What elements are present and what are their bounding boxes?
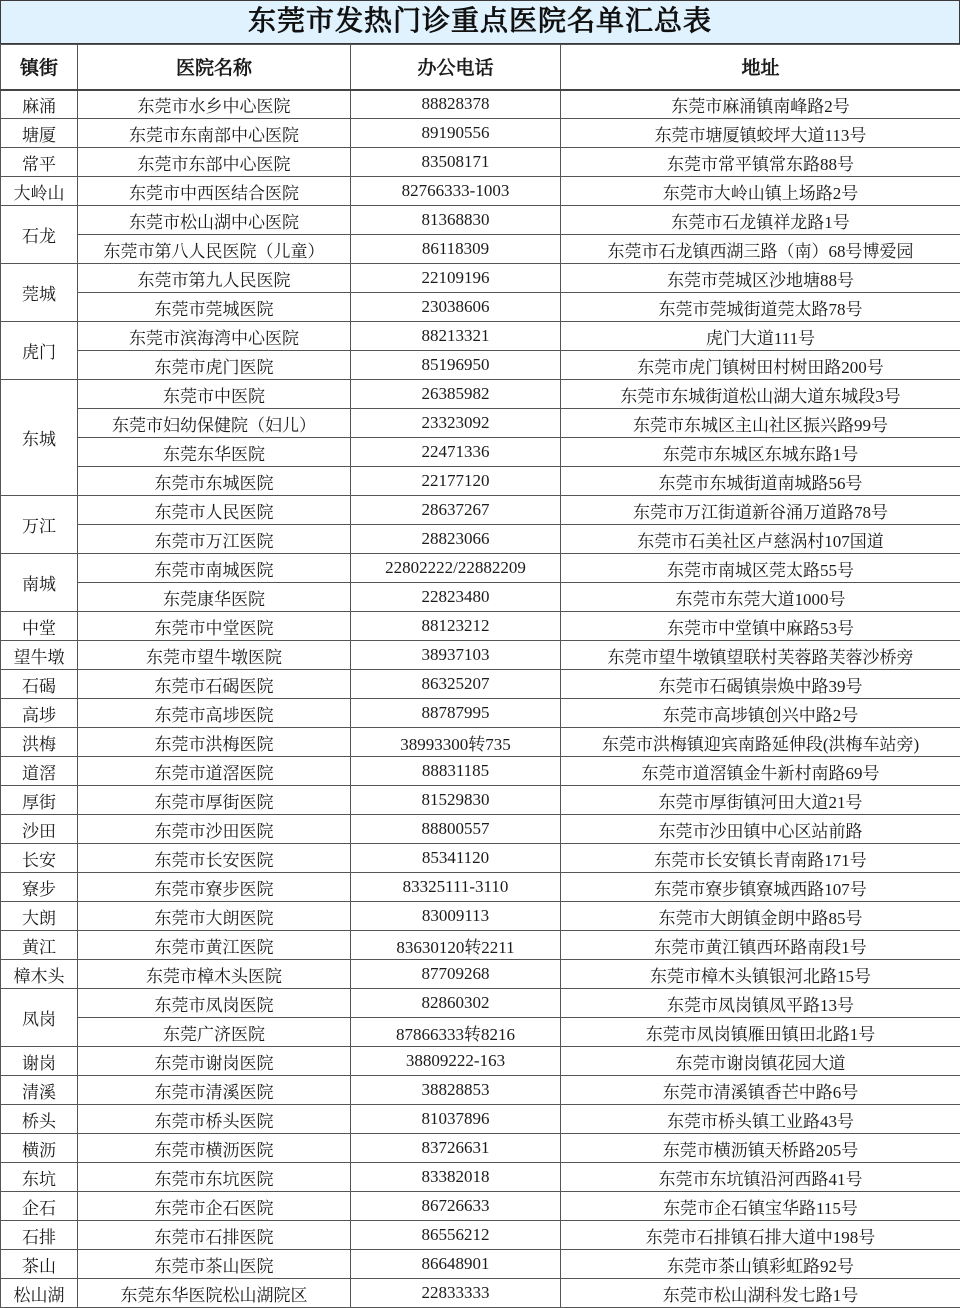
cell-town: 麻涌 — [1, 90, 78, 119]
cell-address: 东莞市莞城街道莞太路78号 — [561, 293, 960, 322]
table-row — [1, 467, 960, 496]
cell-hospital: 东莞市第九人民医院 — [78, 264, 351, 293]
cell-phone: 88800557 — [351, 815, 561, 844]
cell-hospital: 东莞市南城医院 — [78, 554, 351, 583]
cell-address: 东莞市大朗镇金朗中路85号 — [561, 902, 960, 931]
cell-town: 黄江 — [1, 931, 78, 960]
table-row — [1, 989, 960, 1018]
cell-town: 万江 — [1, 496, 78, 554]
cell-phone: 83382018 — [351, 1163, 561, 1192]
table-row — [1, 815, 960, 844]
table-header — [1, 45, 960, 90]
column-header-town: 镇街 — [1, 45, 78, 90]
cell-phone: 22177120 — [351, 467, 561, 496]
cell-hospital: 东莞市沙田医院 — [78, 815, 351, 844]
cell-town: 桥头 — [1, 1105, 78, 1134]
cell-hospital: 东莞市东城医院 — [78, 467, 351, 496]
cell-hospital: 东莞市黄江医院 — [78, 931, 351, 960]
cell-address: 东莞市塘厦镇蛟坪大道113号 — [561, 119, 960, 148]
cell-address: 东莞市望牛墩镇望联村芙蓉路芙蓉沙桥旁 — [561, 641, 960, 670]
table-row — [1, 525, 960, 554]
cell-phone: 38828853 — [351, 1076, 561, 1105]
cell-address: 东莞市石龙镇祥龙路1号 — [561, 206, 960, 235]
cell-hospital: 东莞市万江医院 — [78, 525, 351, 554]
cell-town: 石碣 — [1, 670, 78, 699]
table-row — [1, 438, 960, 467]
table-row — [1, 293, 960, 322]
table-row — [1, 612, 960, 641]
table-row — [1, 351, 960, 380]
cell-town: 中堂 — [1, 612, 78, 641]
table-row — [1, 728, 960, 757]
cell-address: 东莞市中堂镇中麻路53号 — [561, 612, 960, 641]
sheet-title-bar — [0, 0, 960, 44]
cell-address: 虎门大道111号 — [561, 322, 960, 351]
cell-phone: 83009113 — [351, 902, 561, 931]
table-row — [1, 177, 960, 206]
cell-address: 东莞市石碣镇崇焕中路39号 — [561, 670, 960, 699]
cell-phone: 88213321 — [351, 322, 561, 351]
cell-hospital: 东莞市松山湖中心医院 — [78, 206, 351, 235]
table-row — [1, 380, 960, 409]
cell-address: 东莞市茶山镇彩虹路92号 — [561, 1250, 960, 1279]
table-row — [1, 1047, 960, 1076]
cell-town: 望牛墩 — [1, 641, 78, 670]
cell-phone: 38993300转735 — [351, 728, 561, 757]
cell-address: 东莞市虎门镇树田村树田路200号 — [561, 351, 960, 380]
cell-town: 莞城 — [1, 264, 78, 322]
cell-phone: 85341120 — [351, 844, 561, 873]
cell-address: 东莞市东城区东城东路1号 — [561, 438, 960, 467]
cell-phone: 83630120转2211 — [351, 931, 561, 960]
cell-address: 东莞市凤岗镇雁田镇田北路1号 — [561, 1018, 960, 1047]
table-row — [1, 583, 960, 612]
cell-address: 东莞市东坑镇沿河西路41号 — [561, 1163, 960, 1192]
cell-hospital: 东莞市道滘医院 — [78, 757, 351, 786]
cell-phone: 86325207 — [351, 670, 561, 699]
cell-hospital: 东莞康华医院 — [78, 583, 351, 612]
page-title: 东莞市发热门诊重点医院名单汇总表 — [248, 8, 712, 36]
cell-address: 东莞市万江街道新谷涌万道路78号 — [561, 496, 960, 525]
table-row — [1, 1134, 960, 1163]
cell-phone: 82766333-1003 — [351, 177, 561, 206]
cell-phone: 82860302 — [351, 989, 561, 1018]
cell-phone: 22802222/22882209 — [351, 554, 561, 583]
cell-hospital: 东莞市石碣医院 — [78, 670, 351, 699]
cell-address: 东莞市石龙镇西湖三路（南）68号博爱园 — [561, 235, 960, 264]
cell-town: 东城 — [1, 380, 78, 496]
cell-phone: 83508171 — [351, 148, 561, 177]
cell-town: 厚街 — [1, 786, 78, 815]
cell-phone: 26385982 — [351, 380, 561, 409]
cell-hospital: 东莞市谢岗医院 — [78, 1047, 351, 1076]
cell-town: 谢岗 — [1, 1047, 78, 1076]
hospital-table — [0, 44, 960, 1308]
table-row — [1, 757, 960, 786]
cell-address: 东莞市常平镇常东路88号 — [561, 148, 960, 177]
cell-phone: 28637267 — [351, 496, 561, 525]
cell-phone: 38809222-163 — [351, 1047, 561, 1076]
cell-address: 东莞市沙田镇中心区站前路 — [561, 815, 960, 844]
table-row — [1, 1163, 960, 1192]
cell-address: 东莞市凤岗镇凤平路13号 — [561, 989, 960, 1018]
table-row — [1, 496, 960, 525]
cell-address: 东莞市大岭山镇上场路2号 — [561, 177, 960, 206]
cell-phone: 88787995 — [351, 699, 561, 728]
cell-address: 东莞市谢岗镇花园大道 — [561, 1047, 960, 1076]
cell-town: 塘厦 — [1, 119, 78, 148]
cell-address: 东莞市洪梅镇迎宾南路延伸段(洪梅车站旁) — [561, 728, 960, 757]
cell-town: 松山湖 — [1, 1279, 78, 1308]
header-row — [1, 45, 960, 90]
cell-town: 石龙 — [1, 206, 78, 264]
cell-address: 东莞市松山湖科发七路1号 — [561, 1279, 960, 1308]
cell-hospital: 东莞市中西医结合医院 — [78, 177, 351, 206]
table-row — [1, 1105, 960, 1134]
table-row — [1, 1076, 960, 1105]
cell-address: 东莞市南城区莞太路55号 — [561, 554, 960, 583]
cell-phone: 86556212 — [351, 1221, 561, 1250]
cell-town: 凤岗 — [1, 989, 78, 1047]
cell-hospital: 东莞市水乡中心医院 — [78, 90, 351, 119]
cell-hospital: 东莞市望牛墩医院 — [78, 641, 351, 670]
cell-hospital: 东莞市中医院 — [78, 380, 351, 409]
cell-hospital: 东莞市茶山医院 — [78, 1250, 351, 1279]
cell-town: 大岭山 — [1, 177, 78, 206]
cell-phone: 87709268 — [351, 960, 561, 989]
table-row — [1, 1221, 960, 1250]
table-row — [1, 1018, 960, 1047]
cell-address: 东莞市石排镇石排大道中198号 — [561, 1221, 960, 1250]
cell-hospital: 东莞市凤岗医院 — [78, 989, 351, 1018]
cell-hospital: 东莞市中堂医院 — [78, 612, 351, 641]
cell-phone: 81037896 — [351, 1105, 561, 1134]
cell-address: 东莞市石美社区卢慈涡村107国道 — [561, 525, 960, 554]
table-row — [1, 641, 960, 670]
table-row — [1, 322, 960, 351]
cell-address: 东莞市厚街镇河田大道21号 — [561, 786, 960, 815]
cell-hospital: 东莞市滨海湾中心医院 — [78, 322, 351, 351]
cell-phone: 81529830 — [351, 786, 561, 815]
cell-phone: 83726631 — [351, 1134, 561, 1163]
cell-address: 东莞市长安镇长青南路171号 — [561, 844, 960, 873]
cell-phone: 22823480 — [351, 583, 561, 612]
cell-phone: 86118309 — [351, 235, 561, 264]
cell-phone: 88828378 — [351, 90, 561, 119]
cell-town: 大朗 — [1, 902, 78, 931]
cell-address: 东莞市东城街道松山湖大道东城段3号 — [561, 380, 960, 409]
table-row — [1, 960, 960, 989]
cell-hospital: 东莞市清溪医院 — [78, 1076, 351, 1105]
cell-hospital: 东莞市东坑医院 — [78, 1163, 351, 1192]
cell-phone: 23038606 — [351, 293, 561, 322]
cell-phone: 86648901 — [351, 1250, 561, 1279]
cell-address: 东莞市桥头镇工业路43号 — [561, 1105, 960, 1134]
cell-address: 东莞市黄江镇西环路南段1号 — [561, 931, 960, 960]
column-header-address: 地址 — [561, 45, 960, 90]
cell-phone: 22833333 — [351, 1279, 561, 1308]
table-row — [1, 786, 960, 815]
cell-phone: 85196950 — [351, 351, 561, 380]
cell-town: 清溪 — [1, 1076, 78, 1105]
cell-hospital: 东莞市洪梅医院 — [78, 728, 351, 757]
cell-hospital: 东莞东华医院 — [78, 438, 351, 467]
cell-town: 南城 — [1, 554, 78, 612]
cell-town: 横沥 — [1, 1134, 78, 1163]
cell-address: 东莞市东城街道南城路56号 — [561, 467, 960, 496]
table-row — [1, 235, 960, 264]
cell-phone: 89190556 — [351, 119, 561, 148]
cell-phone: 88123212 — [351, 612, 561, 641]
cell-town: 洪梅 — [1, 728, 78, 757]
cell-hospital: 东莞市横沥医院 — [78, 1134, 351, 1163]
cell-hospital: 东莞市大朗医院 — [78, 902, 351, 931]
cell-address: 东莞市清溪镇香芒中路6号 — [561, 1076, 960, 1105]
cell-hospital: 东莞市樟木头医院 — [78, 960, 351, 989]
table-row — [1, 1279, 960, 1308]
table-body — [1, 90, 960, 1308]
table-row — [1, 119, 960, 148]
cell-hospital: 东莞广济医院 — [78, 1018, 351, 1047]
cell-phone: 81368830 — [351, 206, 561, 235]
table-row — [1, 264, 960, 293]
cell-phone: 88831185 — [351, 757, 561, 786]
cell-hospital: 东莞市高埗医院 — [78, 699, 351, 728]
cell-hospital: 东莞市厚街医院 — [78, 786, 351, 815]
cell-address: 东莞市东莞大道1000号 — [561, 583, 960, 612]
cell-town: 长安 — [1, 844, 78, 873]
cell-hospital: 东莞市企石医院 — [78, 1192, 351, 1221]
cell-phone: 22109196 — [351, 264, 561, 293]
cell-address: 东莞市麻涌镇南峰路2号 — [561, 90, 960, 119]
cell-hospital: 东莞东华医院松山湖院区 — [78, 1279, 351, 1308]
cell-hospital: 东莞市东部中心医院 — [78, 148, 351, 177]
cell-hospital: 东莞市虎门医院 — [78, 351, 351, 380]
table-row — [1, 873, 960, 902]
cell-town: 茶山 — [1, 1250, 78, 1279]
cell-hospital: 东莞市人民医院 — [78, 496, 351, 525]
cell-address: 东莞市道滘镇金牛新村南路69号 — [561, 757, 960, 786]
cell-hospital: 东莞市长安医院 — [78, 844, 351, 873]
table-row — [1, 931, 960, 960]
cell-address: 东莞市东城区主山社区振兴路99号 — [561, 409, 960, 438]
cell-town: 寮步 — [1, 873, 78, 902]
cell-phone: 87866333转8216 — [351, 1018, 561, 1047]
table-row — [1, 1192, 960, 1221]
cell-hospital: 东莞市东南部中心医院 — [78, 119, 351, 148]
cell-town: 道滘 — [1, 757, 78, 786]
table-row — [1, 90, 960, 119]
table-row — [1, 148, 960, 177]
table-row — [1, 844, 960, 873]
table-row — [1, 554, 960, 583]
cell-town: 樟木头 — [1, 960, 78, 989]
cell-town: 石排 — [1, 1221, 78, 1250]
table-row — [1, 670, 960, 699]
cell-phone: 86726633 — [351, 1192, 561, 1221]
table-row — [1, 902, 960, 931]
column-header-phone: 办公电话 — [351, 45, 561, 90]
cell-town: 企石 — [1, 1192, 78, 1221]
cell-town: 高埗 — [1, 699, 78, 728]
table-row — [1, 699, 960, 728]
table-row — [1, 206, 960, 235]
cell-phone: 23323092 — [351, 409, 561, 438]
cell-hospital: 东莞市妇幼保健院（妇儿） — [78, 409, 351, 438]
table-row — [1, 1250, 960, 1279]
cell-phone: 28823066 — [351, 525, 561, 554]
cell-address: 东莞市寮步镇寮城西路107号 — [561, 873, 960, 902]
cell-phone: 83325111-3110 — [351, 873, 561, 902]
cell-hospital: 东莞市寮步医院 — [78, 873, 351, 902]
cell-hospital: 东莞市桥头医院 — [78, 1105, 351, 1134]
cell-town: 常平 — [1, 148, 78, 177]
cell-town: 虎门 — [1, 322, 78, 380]
cell-address: 东莞市莞城区沙地塘88号 — [561, 264, 960, 293]
cell-hospital: 东莞市石排医院 — [78, 1221, 351, 1250]
cell-hospital: 东莞市莞城医院 — [78, 293, 351, 322]
cell-address: 东莞市高埗镇创兴中路2号 — [561, 699, 960, 728]
cell-town: 东坑 — [1, 1163, 78, 1192]
cell-town: 沙田 — [1, 815, 78, 844]
table-row — [1, 409, 960, 438]
cell-phone: 22471336 — [351, 438, 561, 467]
cell-phone: 38937103 — [351, 641, 561, 670]
cell-hospital: 东莞市第八人民医院（儿童） — [78, 235, 351, 264]
cell-address: 东莞市横沥镇天桥路205号 — [561, 1134, 960, 1163]
column-header-hospital: 医院名称 — [78, 45, 351, 90]
cell-address: 东莞市企石镇宝华路115号 — [561, 1192, 960, 1221]
cell-address: 东莞市樟木头镇银河北路15号 — [561, 960, 960, 989]
